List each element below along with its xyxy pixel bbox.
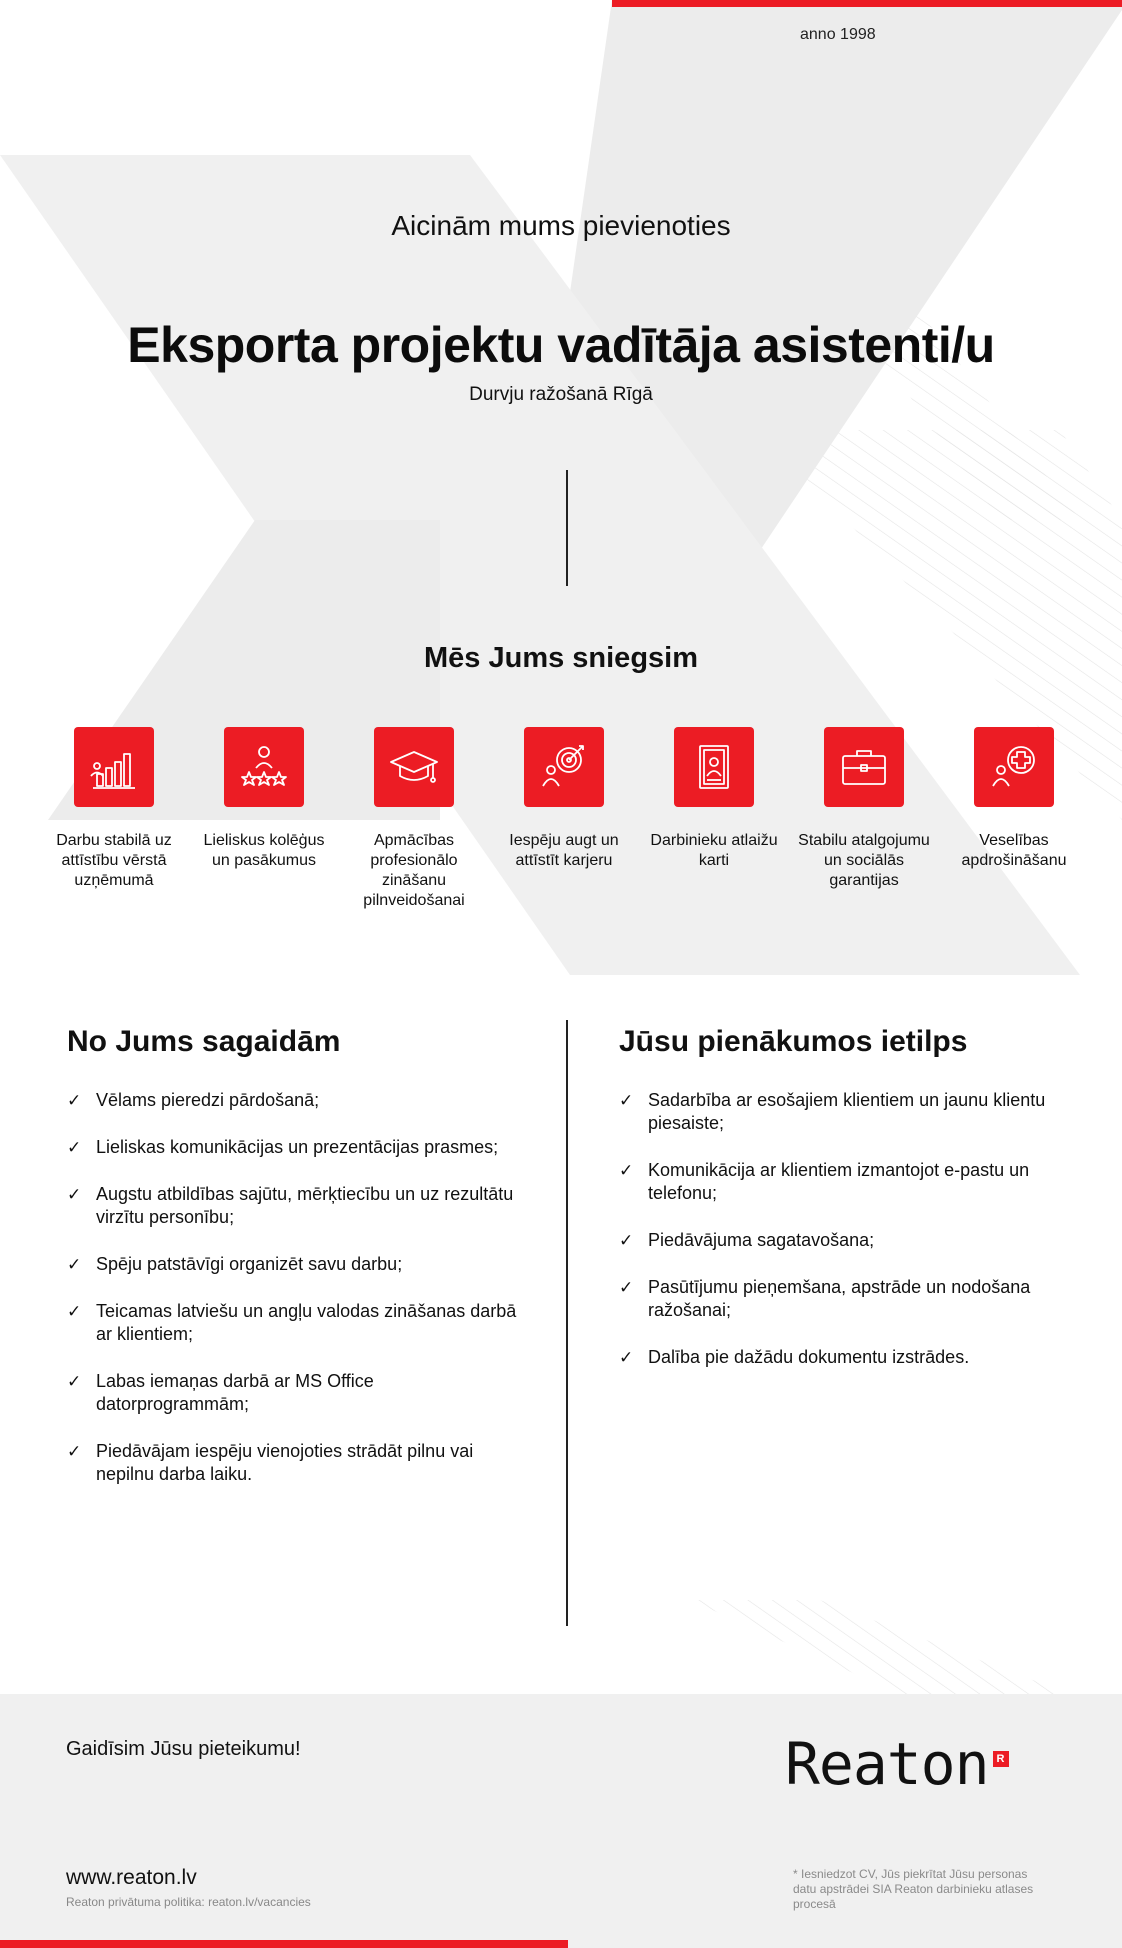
list-item: ✓ Augstu atbildības sajūtu, mērķtiecību un uz rezultātu virzītu personību; xyxy=(67,1184,514,1227)
list-item: ✓ Komunikācija ar klientiem izmantojot e-pastu un telefonu; xyxy=(619,1160,1030,1203)
benefits-title: Mēs Jums sniegsim xyxy=(424,642,698,674)
invite-text: Aicinām mums pievienoties xyxy=(391,210,731,241)
benefit-item xyxy=(489,727,639,911)
growth-chart-icon xyxy=(74,727,154,807)
footer-cta: Gaidīsim Jūsu pieteikumu! xyxy=(66,1738,301,1760)
bottom-accent-bar xyxy=(0,1940,568,1948)
website-link[interactable]: www.reaton.lv xyxy=(66,1866,197,1889)
list-item: ✓ Sadarbība ar esošajiem klientiem un jaunu klientu piesaiste; xyxy=(619,1090,1046,1133)
job-title: Eksporta projektu vadītāja asistenti/u xyxy=(127,317,995,373)
consent-note: * Iesniedzot CV, Jūs piekrītat Jūsu personas datu apstrādei SIA Reaton darbinieku atlases procesā xyxy=(793,1867,1034,1911)
list-item: ✓ Piedāvājam iespēju vienojoties strādāt pilnu vai nepilnu darba laiku. xyxy=(67,1441,474,1484)
benefit-label: Lieliskus kolēģus un pasākumus xyxy=(203,832,325,869)
career-target-icon xyxy=(524,727,604,807)
divider-line xyxy=(566,470,568,586)
checkmark-icon: ✓ xyxy=(619,1348,634,1367)
list-item: ✓ Pasūtījumu pieņemšana, apstrāde un nodošana ražošanai; xyxy=(619,1277,1031,1320)
list-item: ✓ Vēlams pieredzi pārdošanā; xyxy=(67,1090,320,1110)
requirements-list xyxy=(67,1089,527,1486)
checkmark-icon: ✓ xyxy=(67,1372,82,1391)
founded-year: anno 1998 xyxy=(800,26,876,43)
benefit-label: Apmācības profesionālo zināšanu pilnveidošanai xyxy=(363,832,465,909)
graduation-cap-icon xyxy=(374,727,454,807)
list-item: ✓ Labas iemaņas darbā ar MS Office datorprogrammām; xyxy=(67,1371,374,1414)
list-item: ✓ Dalība pie dažādu dokumentu izstrādes. xyxy=(619,1347,970,1367)
reaton-logo xyxy=(785,1730,1009,1798)
list-item: ✓ Spēju patstāvīgi organizēt savu darbu; xyxy=(67,1254,403,1274)
team-stars-icon xyxy=(224,727,304,807)
benefits-row xyxy=(39,727,1089,911)
duties-section xyxy=(619,1025,1079,1393)
briefcase-icon xyxy=(824,727,904,807)
checkmark-icon: ✓ xyxy=(619,1161,634,1180)
benefit-item xyxy=(639,727,789,911)
column-divider xyxy=(566,1020,568,1626)
checkmark-icon: ✓ xyxy=(67,1255,82,1274)
top-accent-bar xyxy=(612,0,1122,7)
list-item: ✓ Teicamas latviešu un angļu valodas zināšanas darbā ar klientiem; xyxy=(67,1301,517,1344)
job-subtitle: Durvju ražošanā Rīgā xyxy=(469,384,653,405)
logo-wordmark: Reaton xyxy=(785,1730,989,1798)
list-item: ✓ Lieliskas komunikācijas un prezentācijas prasmes; xyxy=(67,1137,499,1157)
benefit-item xyxy=(939,727,1089,911)
checkmark-icon: ✓ xyxy=(619,1231,634,1250)
benefit-label: Stabilu atalgojumu un sociālās garantijas xyxy=(798,832,930,889)
list-item: ✓ Piedāvājuma sagatavošana; xyxy=(619,1230,875,1250)
duties-title: Jūsu pienākumos ietilps xyxy=(619,1025,968,1058)
checkmark-icon: ✓ xyxy=(619,1278,634,1297)
benefit-item xyxy=(189,727,339,911)
checkmark-icon: ✓ xyxy=(67,1138,82,1157)
checkmark-icon: ✓ xyxy=(67,1302,82,1321)
id-card-icon xyxy=(674,727,754,807)
requirements-section xyxy=(67,1025,527,1510)
benefit-item xyxy=(339,727,489,911)
benefit-item xyxy=(39,727,189,911)
benefit-item xyxy=(789,727,939,911)
requirements-title: No Jums sagaidām xyxy=(67,1025,341,1058)
duties-list xyxy=(619,1089,1079,1369)
benefit-label: Iespēju augt un attīstīt karjeru xyxy=(509,832,619,869)
health-cross-icon xyxy=(974,727,1054,807)
checkmark-icon: ✓ xyxy=(67,1185,82,1204)
benefit-label: Darbinieku atlaižu karti xyxy=(650,832,778,869)
benefit-label: Darbu stabilā uz attīstību vērstā uzņēmumā xyxy=(56,832,172,889)
checkmark-icon: ✓ xyxy=(619,1091,634,1110)
benefit-label: Veselības apdrošināšanu xyxy=(961,832,1067,869)
privacy-policy-text: Reaton privātuma politika: reaton.lv/vacancies xyxy=(66,1895,311,1909)
registered-mark-icon: R xyxy=(993,1751,1009,1767)
checkmark-icon: ✓ xyxy=(67,1442,82,1461)
checkmark-icon: ✓ xyxy=(67,1091,82,1110)
